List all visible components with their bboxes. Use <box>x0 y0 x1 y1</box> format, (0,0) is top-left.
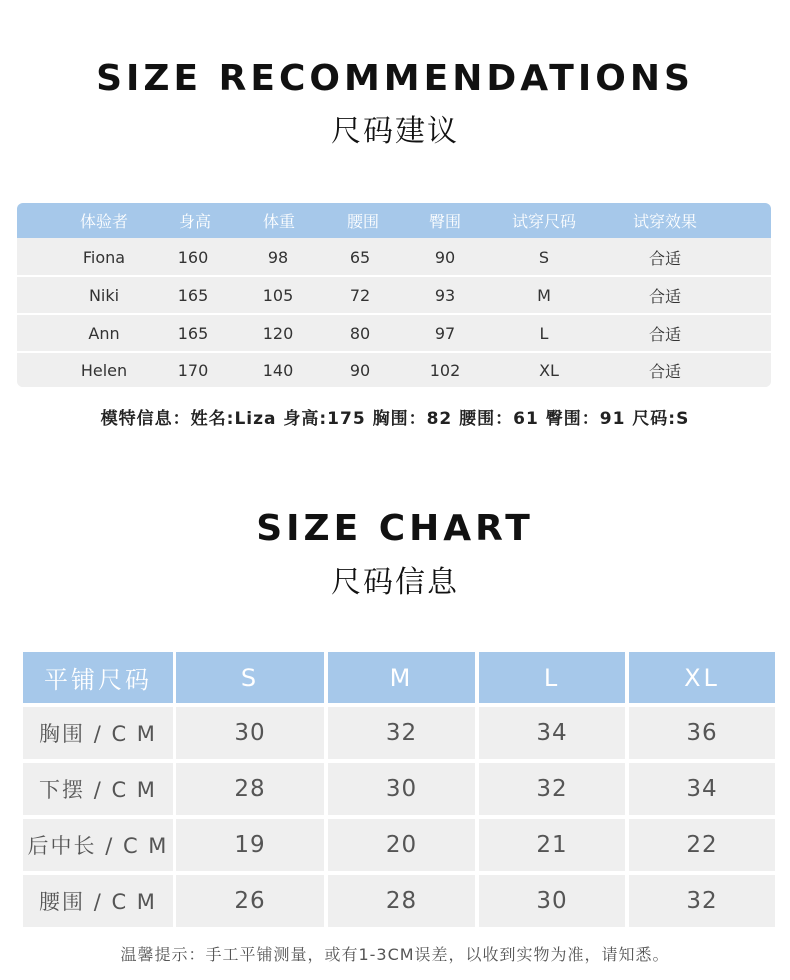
chart-cell: 22 <box>629 819 775 871</box>
chart-header-size-m: M <box>328 652 475 703</box>
header-cell-fit-result: 试穿效果 <box>632 212 698 231</box>
chart-cell: 20 <box>328 819 475 871</box>
chart-header-size-l: L <box>479 652 625 703</box>
cell-fit-result: 合适 <box>648 361 682 381</box>
chart-cell: 28 <box>176 763 324 815</box>
table-row <box>17 277 771 313</box>
cell-weight: 140 <box>262 360 294 380</box>
cell-waist: 72 <box>349 285 371 305</box>
cell-tester: Ann <box>88 323 120 343</box>
size-chart-title-en: SIZE CHART <box>256 508 534 549</box>
cell-tried-size: M <box>537 285 551 305</box>
chart-cell: 30 <box>479 875 625 927</box>
header-cell-tried-size: 试穿尺码 <box>511 212 577 231</box>
recommendation-header-row <box>17 203 771 238</box>
chart-row-label-chest: 胸围 / C M <box>23 707 173 759</box>
chart-cell: 32 <box>479 763 625 815</box>
chart-header-size-s: S <box>176 652 324 703</box>
chart-cell: 30 <box>328 763 475 815</box>
table-row <box>17 239 771 275</box>
cell-tried-size: S <box>538 247 550 267</box>
cell-waist: 90 <box>349 360 371 380</box>
chart-cell: 32 <box>629 875 775 927</box>
cell-weight: 105 <box>262 285 294 305</box>
chart-header-flat-size: 平铺尺码 <box>23 652 173 703</box>
chart-row-label-hem: 下摆 / C M <box>23 763 173 815</box>
size-recommendation-table <box>17 203 771 387</box>
recommendations-title-cn: 尺码建议 <box>331 114 459 149</box>
cell-height: 160 <box>177 247 209 267</box>
header-cell-height: 身高 <box>178 212 212 231</box>
header-cell-weight: 体重 <box>262 212 296 231</box>
chart-cell: 26 <box>176 875 324 927</box>
size-chart-title-cn: 尺码信息 <box>331 565 459 600</box>
cell-tried-size: XL <box>539 360 559 380</box>
measurement-note: 温馨提示：手工平铺测量，或有1-3CM误差，以收到实物为准，请知悉。 <box>120 945 670 964</box>
chart-row-label-back-length: 后中长 / C M <box>23 819 173 871</box>
model-info-text: 模特信息：姓名:Liza 身高:175 胸围：82 腰围：61 臀围：91 尺码:S <box>100 409 690 429</box>
chart-cell: 34 <box>629 763 775 815</box>
header-cell-waist: 腰围 <box>346 212 380 231</box>
cell-waist: 65 <box>349 247 371 267</box>
cell-weight: 98 <box>267 247 289 267</box>
cell-tester: Niki <box>88 285 120 305</box>
cell-hip: 97 <box>434 323 456 343</box>
chart-cell: 28 <box>328 875 475 927</box>
recommendations-title-en: SIZE RECOMMENDATIONS <box>96 58 694 99</box>
cell-fit-result: 合适 <box>648 286 682 306</box>
cell-hip: 90 <box>434 247 456 267</box>
chart-cell: 19 <box>176 819 324 871</box>
chart-cell: 21 <box>479 819 625 871</box>
cell-tester: Helen <box>80 360 128 380</box>
cell-fit-result: 合适 <box>648 324 682 344</box>
cell-height: 165 <box>177 285 209 305</box>
cell-waist: 80 <box>349 323 371 343</box>
chart-cell: 30 <box>176 707 324 759</box>
header-cell-tester: 体验者 <box>79 212 129 231</box>
cell-hip: 102 <box>429 360 461 380</box>
table-row <box>17 315 771 351</box>
cell-tried-size: L <box>539 323 549 343</box>
cell-hip: 93 <box>434 285 456 305</box>
cell-height: 165 <box>177 323 209 343</box>
chart-header-size-xl: XL <box>629 652 775 703</box>
cell-tester: Fiona <box>82 247 126 267</box>
table-row <box>17 353 771 387</box>
chart-cell: 36 <box>629 707 775 759</box>
chart-cell: 34 <box>479 707 625 759</box>
cell-height: 170 <box>177 360 209 380</box>
chart-cell: 32 <box>328 707 475 759</box>
header-cell-hip: 臀围 <box>428 212 462 231</box>
cell-weight: 120 <box>262 323 294 343</box>
chart-row-label-waist: 腰围 / C M <box>23 875 173 927</box>
cell-fit-result: 合适 <box>648 248 682 268</box>
